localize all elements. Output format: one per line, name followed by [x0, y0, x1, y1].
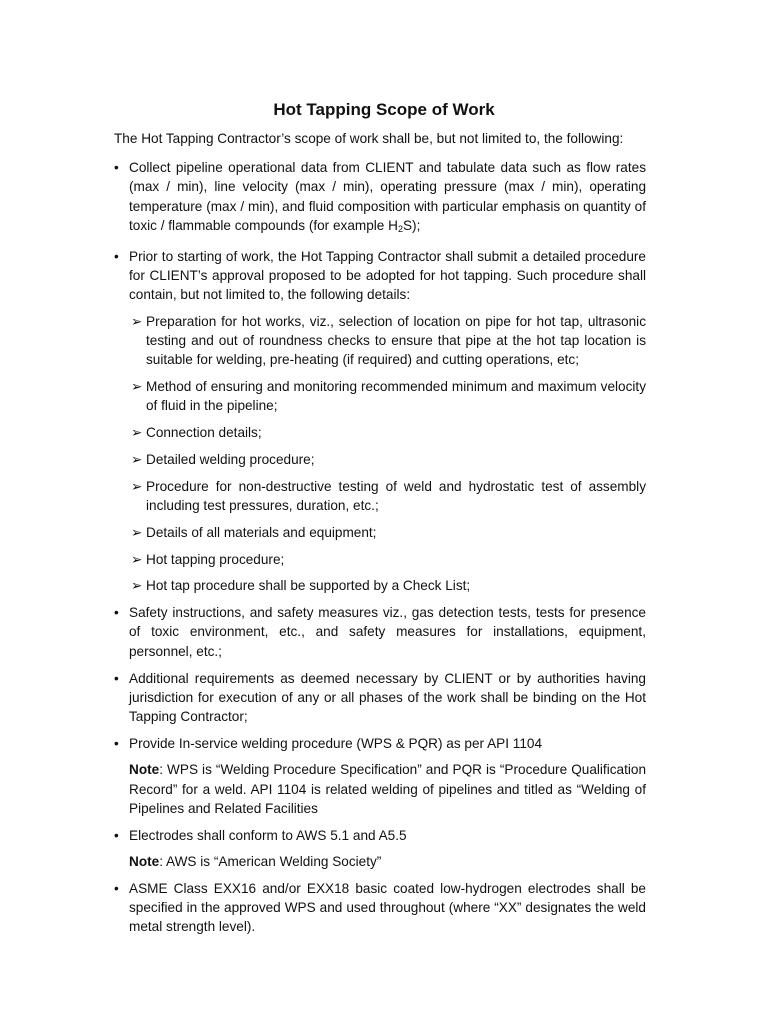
sub-list-item [129, 377, 646, 416]
note-paragraph [129, 760, 646, 818]
item-text-tail: S); [402, 217, 421, 233]
arrow-marker: ➢ [131, 425, 143, 441]
item-text: Collect pipeline operational data from CLIENT and tabulate data such as flow rates (max / min), line velocity (max / min), operating pressure (max / min), operating temperature (max / min), and fluid composition with particular emphasis on quantity of toxic / flammable compounds (for example H [129, 160, 646, 233]
item-text: Prior to starting of work, the Hot Tapping Contractor shall submit a detailed procedure for CLIENT’s approval proposed to be adopted for hot tapping. Such procedure shall contain, but not limited to, the following details: [129, 248, 646, 303]
list-item [114, 879, 646, 937]
subscript: 2 [397, 223, 403, 234]
sub-list-item [129, 450, 646, 469]
note-label: Note [129, 853, 160, 869]
intro-paragraph: The Hot Tapping Contractor’s scope of work shall be, but not limited to, the following: [114, 131, 624, 146]
sub-list-item [129, 550, 646, 569]
arrow-marker: ➢ [131, 478, 143, 494]
sub-item-text: Hot tap procedure shall be supported by a Check List; [146, 578, 471, 594]
sub-list-item [129, 523, 646, 542]
sub-list-item [129, 477, 646, 516]
sub-item-text: Detailed welding procedure; [146, 451, 315, 467]
page-title: Hot Tapping Scope of Work [273, 100, 495, 119]
scope-list [114, 158, 646, 944]
bullet-marker: • [114, 735, 119, 751]
list-item [114, 734, 646, 818]
bullet-marker: • [114, 880, 119, 896]
sub-list-item [129, 423, 646, 442]
list-item [114, 603, 646, 661]
sub-item-text: Connection details; [146, 425, 262, 441]
sub-item-text: Method of ensuring and monitoring recommended minimum and maximum velocity of fluid in the pipeline; [146, 378, 646, 414]
bullet-marker: • [114, 160, 119, 175]
list-item [114, 669, 646, 727]
sub-list-item [129, 576, 646, 595]
sub-item-text: Procedure for non-destructive testing of weld and hydrostatic test of assembly including test pressures, duration, etc.; [146, 478, 646, 513]
bullet-marker: • [114, 670, 119, 686]
item-text: Electrodes shall conform to AWS 5.1 and A5.5 [129, 827, 407, 843]
note-text: : AWS is “American Welding Society” [159, 853, 382, 869]
note-text: : WPS is “Welding Procedure Specification” and PQR is “Procedure Qualification Record” for a weld. API 1104 is related welding of pipelines and titled as “Welding of Pipelines and Related Facilities [129, 762, 646, 816]
item-text: Safety instructions, and safety measures viz., gas detection tests, tests for presence of toxic environment, etc., and safety measures for installations, equipment, personnel, etc.; [129, 605, 646, 659]
note-label: Note [129, 762, 160, 778]
arrow-marker: ➢ [131, 524, 143, 540]
bullet-marker: • [114, 827, 119, 843]
arrow-marker: ➢ [131, 578, 143, 594]
sub-item-text: Preparation for hot works, viz., selection of location on pipe for hot tap, ultrasonic testing and out of roundness checks to ensure that pipe at the hot tap location is suitable for welding, pre-heating (if required) and cutting operations, etc; [146, 313, 646, 368]
note-paragraph [129, 852, 646, 871]
sub-list-item [129, 312, 646, 370]
list-item [114, 247, 646, 596]
bullet-marker: • [114, 248, 119, 264]
arrow-marker: ➢ [131, 378, 143, 394]
list-item [114, 826, 646, 872]
item-text: Provide In-service welding procedure (WPS & PQR) as per API 1104 [129, 735, 543, 751]
sub-item-text: Hot tapping procedure; [146, 551, 285, 567]
item-text: Additional requirements as deemed necessary by CLIENT or by authorities having jurisdiction for execution of any or all phases of the work shall be binding on the Hot Tapping Contractor; [129, 670, 646, 725]
arrow-marker: ➢ [131, 313, 143, 329]
arrow-marker: ➢ [131, 551, 143, 567]
list-item [114, 158, 646, 239]
sub-item-text: Details of all materials and equipment; [146, 524, 377, 540]
arrow-marker: ➢ [131, 451, 143, 467]
sub-list [129, 312, 646, 596]
item-text: ASME Class EXX16 and/or EXX18 basic coated low-hydrogen electrodes shall be specified in the approved WPS and used throughout (where “XX” designates the weld metal strength level). [129, 880, 646, 935]
bullet-marker: • [114, 605, 119, 621]
